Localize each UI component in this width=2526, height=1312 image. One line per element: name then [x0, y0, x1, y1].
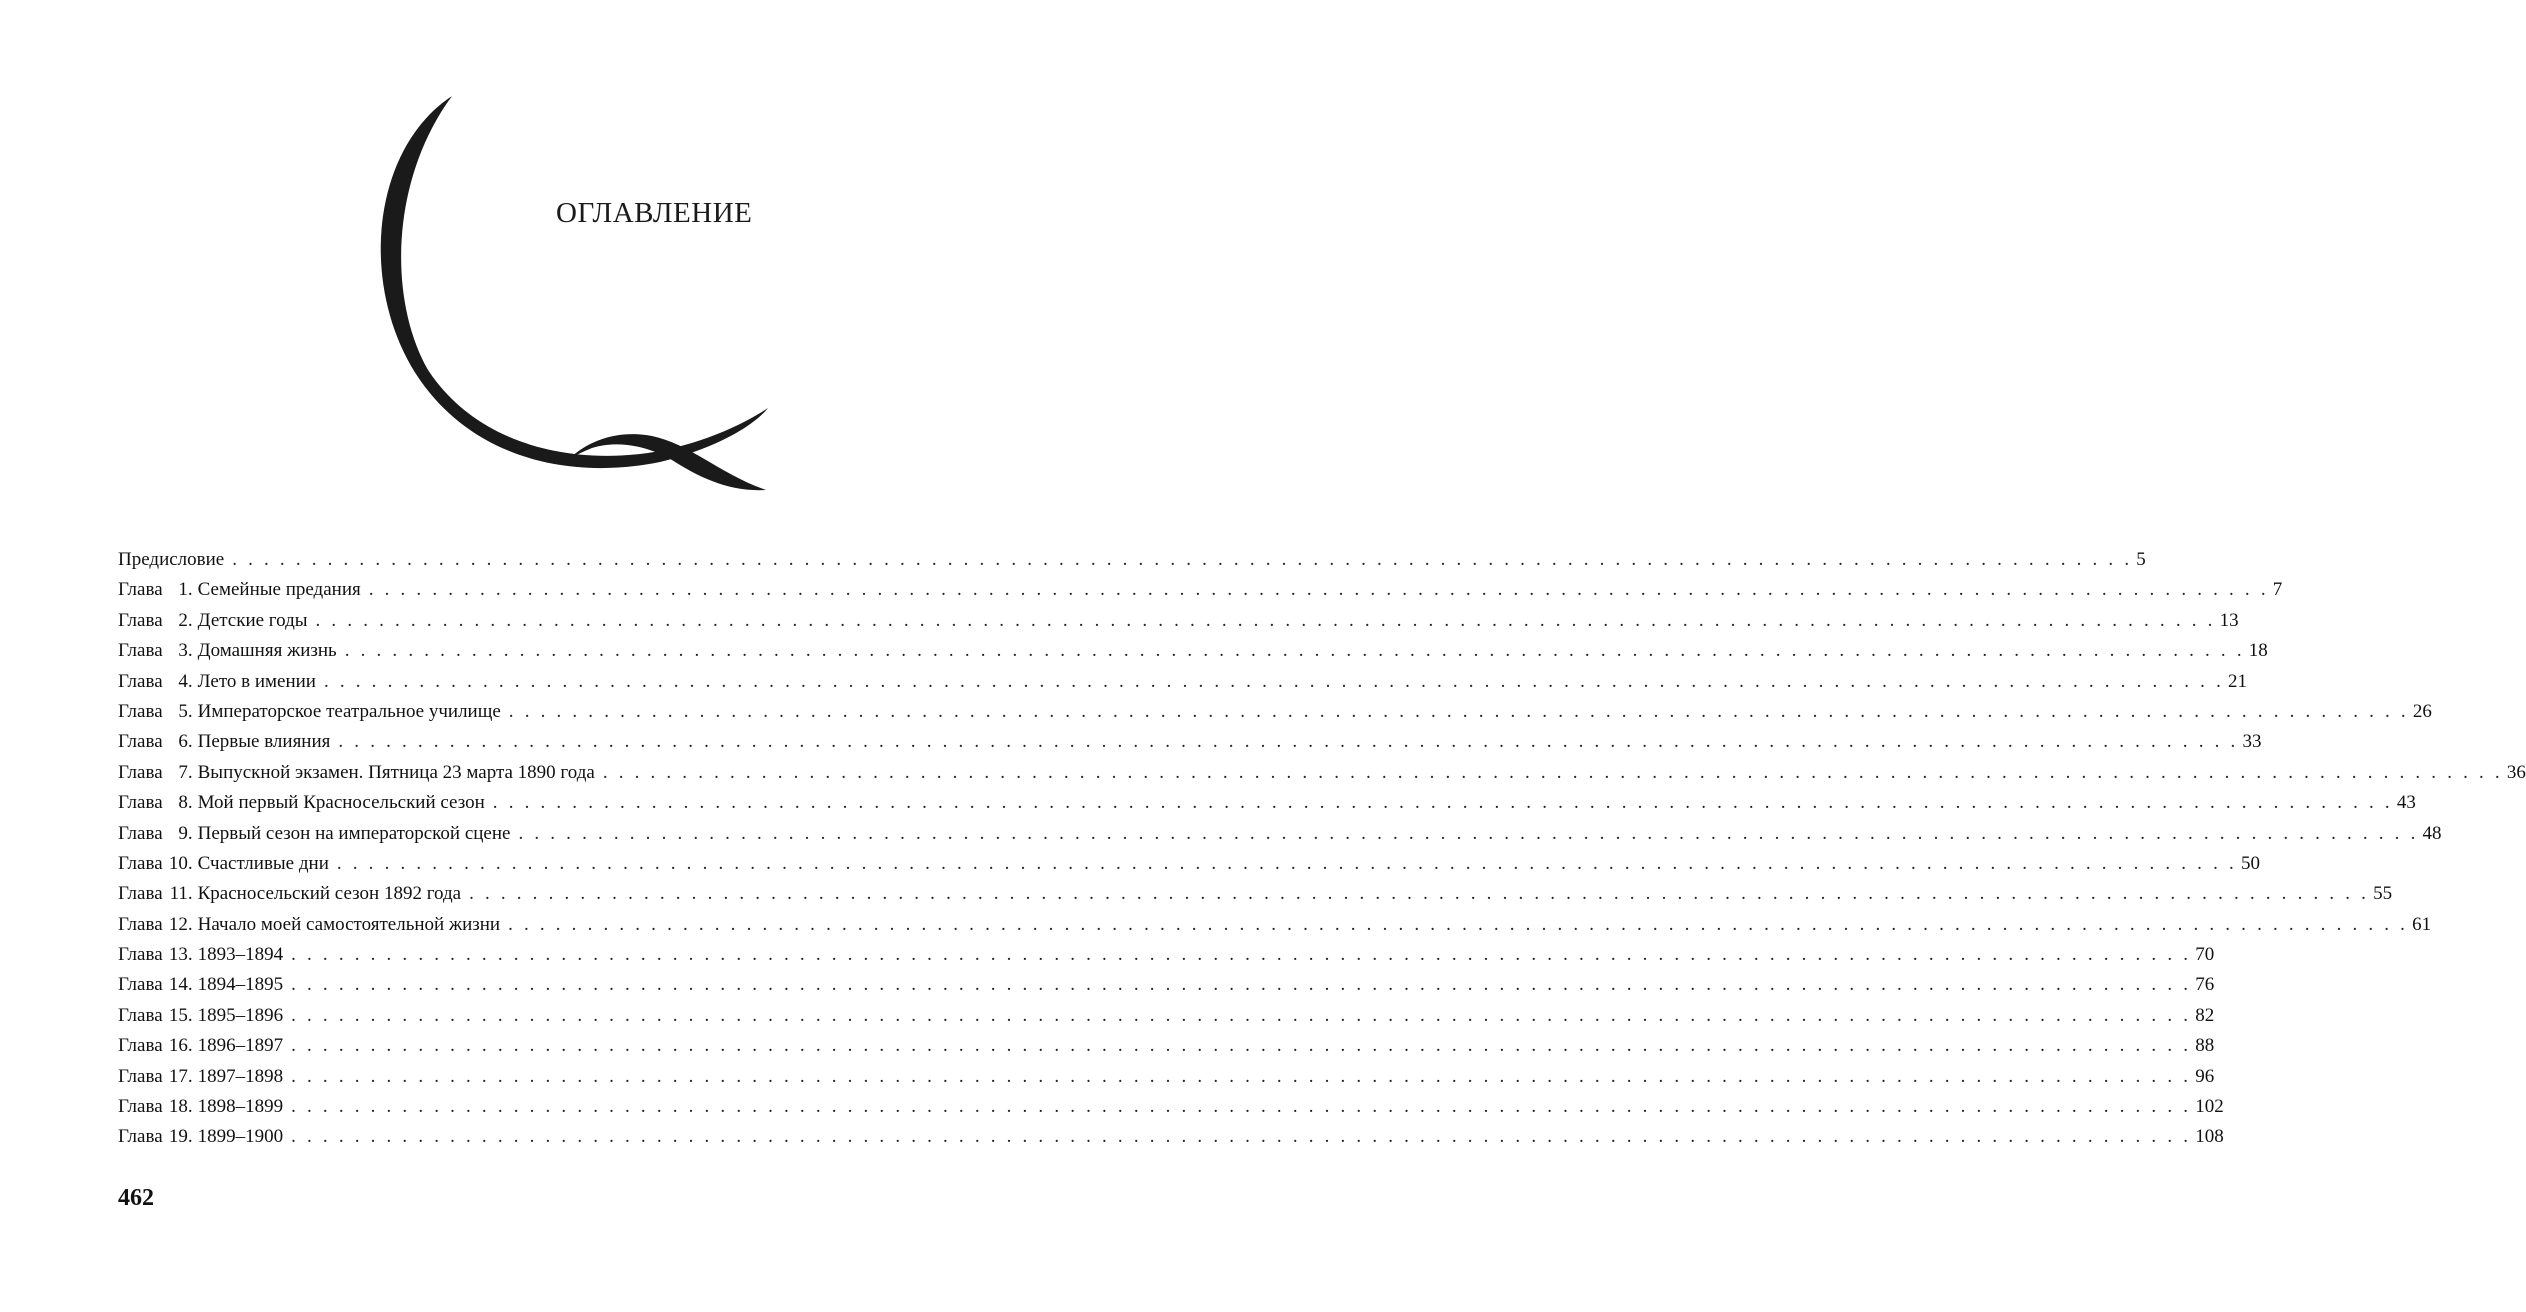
toc-entry-number: 6.: [178, 731, 193, 753]
toc-entry-page: 108: [2195, 1126, 2224, 1148]
table-of-contents: [118, 545, 2526, 1153]
toc-entry-page: 48: [2422, 822, 2442, 844]
toc-entry-title: 1893–1894: [197, 944, 284, 966]
dot-leader: . . . . . . . . . . . . . . . . . . . . . . . . . . . . . . . . . . . . . . . . . . . . . . . . . . . . . . . . . . . . . . . . . . . . . . . . . . . . . . . . . . . . . . . . . . . . . . . . . . . . . . . . . . . . . . . . . . . . . . . .: [336, 852, 2237, 874]
toc-entry-title: Императорское театральное училище: [197, 700, 501, 722]
toc-entry-page: 36: [2506, 761, 2526, 783]
toc-entry: [118, 636, 2268, 666]
dot-leader: . . . . . . . . . . . . . . . . . . . . . . . . . . . . . . . . . . . . . . . . . . . . . . . . . . . . . . . . . . . . . . . . . . . . . . . . . . . . . . . . . . . . . . . . . . . . . . . . . . . . . . . . . . . . . . . . . . . . . . . .: [518, 822, 2419, 844]
toc-entry: [118, 545, 2146, 575]
toc-entry: [118, 1122, 2224, 1152]
toc-entry: [118, 1092, 2224, 1122]
toc-entry: [118, 849, 2260, 879]
dot-leader: . . . . . . . . . . . . . . . . . . . . . . . . . . . . . . . . . . . . . . . . . . . . . . . . . . . . . . . . . . . . . . . . . . . . . . . . . . . . . . . . . . . . . . . . . . . . . . . . . . . . . . . . . . . . . . . . . . . . . . . .: [508, 700, 2409, 722]
toc-entry-label: Глава: [118, 944, 163, 966]
dot-leader: . . . . . . . . . . . . . . . . . . . . . . . . . . . . . . . . . . . . . . . . . . . . . . . . . . . . . . . . . . . . . . . . . . . . . . . . . . . . . . . . . . . . . . . . . . . . . . . . . . . . . . . . . . . . . . . . . . . . . . . .: [291, 1126, 2192, 1148]
dot-leader: . . . . . . . . . . . . . . . . . . . . . . . . . . . . . . . . . . . . . . . . . . . . . . . . . . . . . . . . . . . . . . . . . . . . . . . . . . . . . . . . . . . . . . . . . . . . . . . . . . . . . . . . . . . . . . . . . . . . . . . .: [323, 670, 2225, 692]
toc-entry-page: 96: [2195, 1065, 2215, 1087]
toc-entry: [118, 970, 2215, 1000]
toc-entry-label: Глава: [118, 1096, 163, 1118]
dot-leader: . . . . . . . . . . . . . . . . . . . . . . . . . . . . . . . . . . . . . . . . . . . . . . . . . . . . . . . . . . . . . . . . . . . . . . . . . . . . . . . . . . . . . . . . . . . . . . . . . . . . . . . . . . . . . . . . . . . . . . . .: [492, 792, 2393, 814]
toc-entry-number: 16.: [168, 1035, 193, 1057]
toc-entry: [118, 1062, 2215, 1092]
dot-leader: . . . . . . . . . . . . . . . . . . . . . . . . . . . . . . . . . . . . . . . . . . . . . . . . . . . . . . . . . . . . . . . . . . . . . . . . . . . . . . . . . . . . . . . . . . . . . . . . . . . . . . . . . . . . . . . . . . . . . . . .: [602, 761, 2503, 783]
toc-entry-title: Первый сезон на императорской сцене: [197, 822, 511, 844]
toc-entry-page: 55: [2373, 883, 2393, 905]
toc-entry-label: Глава: [118, 1126, 163, 1148]
dot-leader: . . . . . . . . . . . . . . . . . . . . . . . . . . . . . . . . . . . . . . . . . . . . . . . . . . . . . . . . . . . . . . . . . . . . . . . . . . . . . . . . . . . . . . . . . . . . . . . . . . . . . . . . . . . . . . . . . . . . . . . .: [338, 731, 2239, 753]
toc-entry-number: 18.: [168, 1096, 193, 1118]
toc-entry-number: 14.: [168, 974, 193, 996]
toc-entry-label: Глава: [118, 883, 163, 905]
toc-entry-label: Глава: [118, 913, 163, 935]
toc-entry-number: 11.: [169, 883, 193, 905]
toc-entry-page: 18: [2248, 640, 2268, 662]
toc-entry-label: Глава: [118, 792, 163, 814]
toc-entry-page: 33: [2242, 731, 2262, 753]
dot-leader: . . . . . . . . . . . . . . . . . . . . . . . . . . . . . . . . . . . . . . . . . . . . . . . . . . . . . . . . . . . . . . . . . . . . . . . . . . . . . . . . . . . . . . . . . . . . . . . . . . . . . . . . . . . . . . . . . . . . . . . .: [291, 1035, 2192, 1057]
toc-entry-title: Красносельский сезон 1892 года: [197, 883, 462, 905]
toc-entry: [118, 758, 2526, 788]
dot-leader: . . . . . . . . . . . . . . . . . . . . . . . . . . . . . . . . . . . . . . . . . . . . . . . . . . . . . . . . . . . . . . . . . . . . . . . . . . . . . . . . . . . . . . . . . . . . . . . . . . . . . . . . . . . . . . . . . . . . . . . .: [344, 640, 2245, 662]
toc-entry-title: Счастливые дни: [197, 852, 329, 874]
toc-entry-title: 1897–1898: [197, 1065, 284, 1087]
toc-entry-page: 70: [2195, 944, 2215, 966]
dot-leader: . . . . . . . . . . . . . . . . . . . . . . . . . . . . . . . . . . . . . . . . . . . . . . . . . . . . . . . . . . . . . . . . . . . . . . . . . . . . . . . . . . . . . . . . . . . . . . . . . . . . . . . . . . . . . . . . . . . . . . . .: [508, 913, 2409, 935]
toc-entry: [118, 697, 2432, 727]
dot-leader: . . . . . . . . . . . . . . . . . . . . . . . . . . . . . . . . . . . . . . . . . . . . . . . . . . . . . . . . . . . . . . . . . . . . . . . . . . . . . . . . . . . . . . . . . . . . . . . . . . . . . . . . . . . . . . . . . . . . . . . .: [469, 883, 2370, 905]
toc-entry-label: Предисловие: [118, 549, 225, 570]
toc-entry-number: 15.: [168, 1004, 193, 1026]
toc-entry-title: Семейные предания: [197, 579, 361, 601]
toc-entry-title: 1898–1899: [197, 1096, 284, 1118]
toc-entry-number: 1.: [178, 579, 193, 601]
toc-entry-label: Глава: [118, 974, 163, 996]
toc-entry-page: 102: [2195, 1096, 2224, 1118]
toc-entry-title: Мой первый Красносельский сезон: [197, 792, 485, 814]
page-number: 462: [118, 1185, 154, 1211]
toc-entry: [118, 940, 2215, 970]
toc-entry-label: Глава: [118, 670, 163, 692]
dot-leader: . . . . . . . . . . . . . . . . . . . . . . . . . . . . . . . . . . . . . . . . . . . . . . . . . . . . . . . . . . . . . . . . . . . . . . . . . . . . . . . . . . . . . . . . . . . . . . . . . . . . . . . . . . . . . . . . . . . . . . . .: [291, 1096, 2192, 1118]
toc-entry-label: Глава: [118, 1004, 163, 1026]
dot-leader: . . . . . . . . . . . . . . . . . . . . . . . . . . . . . . . . . . . . . . . . . . . . . . . . . . . . . . . . . . . . . . . . . . . . . . . . . . . . . . . . . . . . . . . . . . . . . . . . . . . . . . . . . . . . . . . . . . . . . . . .: [315, 609, 2216, 631]
toc-entry-number: 10.: [168, 852, 193, 874]
toc-entry-title: Первые влияния: [197, 731, 331, 753]
toc-entry-label: Глава: [118, 700, 163, 722]
toc-entry-page: 26: [2412, 700, 2432, 722]
toc-entry-number: 2.: [178, 609, 193, 631]
toc-entry-label: Глава: [118, 731, 163, 753]
toc-entry-label: Глава: [118, 1065, 163, 1087]
crescent-ornament-icon: [360, 90, 780, 500]
toc-entry-number: 12.: [168, 913, 193, 935]
toc-entry-title: 1896–1897: [197, 1035, 284, 1057]
toc-entry-label: Глава: [118, 579, 163, 601]
page-title: ОГЛАВЛЕНИЕ: [556, 197, 753, 229]
toc-entry-page: 5: [2136, 549, 2146, 570]
toc-entry-page: 88: [2195, 1035, 2215, 1057]
toc-entry: [118, 727, 2262, 757]
toc-entry-label: Глава: [118, 609, 163, 631]
toc-entry-number: 19.: [168, 1126, 193, 1148]
dot-leader: . . . . . . . . . . . . . . . . . . . . . . . . . . . . . . . . . . . . . . . . . . . . . . . . . . . . . . . . . . . . . . . . . . . . . . . . . . . . . . . . . . . . . . . . . . . . . . . . . . . . . . . . . . . . . . . . . . . . . . . .: [368, 579, 2269, 601]
toc-entry-page: 76: [2195, 974, 2215, 996]
toc-entry: [118, 819, 2442, 849]
toc-entry: [118, 879, 2393, 909]
toc-entry-label: Глава: [118, 1035, 163, 1057]
toc-entry-number: 17.: [168, 1065, 193, 1087]
toc-entry-number: 8.: [178, 792, 193, 814]
dot-leader: . . . . . . . . . . . . . . . . . . . . . . . . . . . . . . . . . . . . . . . . . . . . . . . . . . . . . . . . . . . . . . . . . . . . . . . . . . . . . . . . . . . . . . . . . . . . . . . . . . . . . . . . . . . . . . . . . . . . . . . .: [291, 944, 2192, 966]
toc-entry: [118, 788, 2416, 818]
toc-entry-title: Домашняя жизнь: [197, 640, 337, 662]
toc-entry-number: 5.: [178, 700, 193, 722]
toc-entry-label: Глава: [118, 852, 163, 874]
toc-entry-title: 1899–1900: [197, 1126, 284, 1148]
toc-entry-number: 9.: [178, 822, 193, 844]
toc-entry: [118, 575, 2283, 605]
toc-entry-title: Лето в имении: [197, 670, 316, 692]
toc-entry: [118, 1001, 2215, 1031]
toc-entry-title: 1894–1895: [197, 974, 284, 996]
toc-entry-number: 13.: [168, 944, 193, 966]
toc-entry-label: Глава: [118, 761, 163, 783]
dot-leader: . . . . . . . . . . . . . . . . . . . . . . . . . . . . . . . . . . . . . . . . . . . . . . . . . . . . . . . . . . . . . . . . . . . . . . . . . . . . . . . . . . . . . . . . . . . . . . . . . . . . . . . . . . . . . . . . . . . . . . . .: [232, 549, 2133, 570]
toc-entry-title: 1895–1896: [197, 1004, 284, 1026]
toc-entry-page: 50: [2240, 852, 2260, 874]
toc-entry-page: 21: [2228, 670, 2248, 692]
toc-entry-number: 4.: [178, 670, 193, 692]
toc-entry-page: 82: [2195, 1004, 2215, 1026]
dot-leader: . . . . . . . . . . . . . . . . . . . . . . . . . . . . . . . . . . . . . . . . . . . . . . . . . . . . . . . . . . . . . . . . . . . . . . . . . . . . . . . . . . . . . . . . . . . . . . . . . . . . . . . . . . . . . . . . . . . . . . . .: [291, 1004, 2192, 1026]
toc-entry-label: Глава: [118, 640, 163, 662]
toc-entry-title: Начало моей самостоятельной жизни: [197, 913, 501, 935]
toc-entry-page: 61: [2412, 913, 2432, 935]
dot-leader: . . . . . . . . . . . . . . . . . . . . . . . . . . . . . . . . . . . . . . . . . . . . . . . . . . . . . . . . . . . . . . . . . . . . . . . . . . . . . . . . . . . . . . . . . . . . . . . . . . . . . . . . . . . . . . . . . . . . . . . .: [291, 974, 2192, 996]
toc-entry: [118, 1031, 2215, 1061]
dot-leader: . . . . . . . . . . . . . . . . . . . . . . . . . . . . . . . . . . . . . . . . . . . . . . . . . . . . . . . . . . . . . . . . . . . . . . . . . . . . . . . . . . . . . . . . . . . . . . . . . . . . . . . . . . . . . . . . . . . . . . . .: [291, 1065, 2192, 1087]
toc-entry-title: Детские годы: [197, 609, 308, 631]
toc-entry-page: 43: [2396, 792, 2416, 814]
toc-entry-number: 7.: [178, 761, 193, 783]
toc-entry-number: 3.: [178, 640, 193, 662]
toc-entry-page: 13: [2219, 609, 2239, 631]
toc-entry: [118, 910, 2432, 940]
toc-entry: [118, 606, 2239, 636]
toc-entry-label: Глава: [118, 822, 163, 844]
toc-entry: [118, 667, 2248, 697]
toc-entry-page: 7: [2272, 579, 2283, 601]
crescent-body: [381, 96, 768, 468]
toc-entry-title: Выпускной экзамен. Пятница 23 марта 1890 года: [197, 761, 595, 783]
